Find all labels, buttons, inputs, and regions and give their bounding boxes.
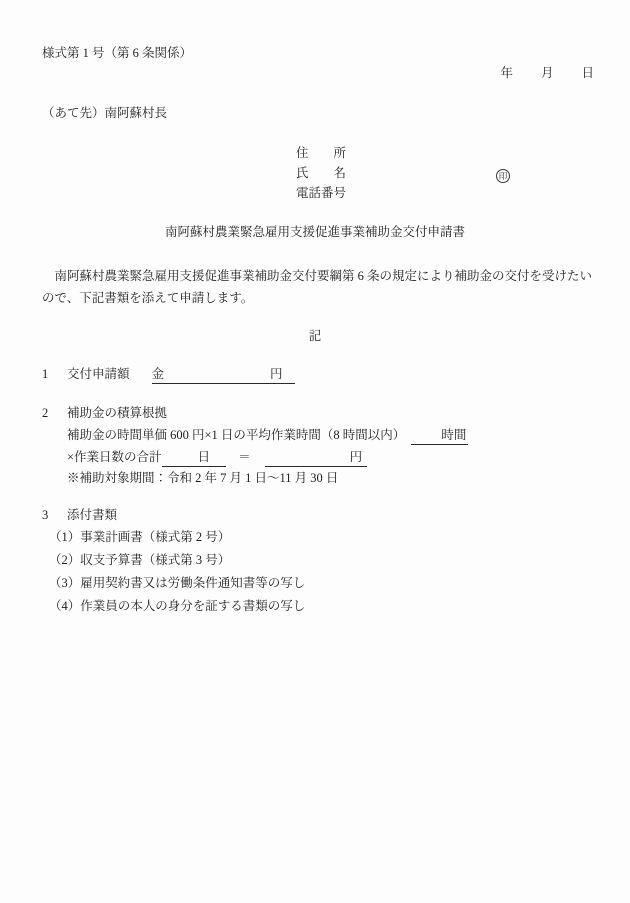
section-3-heading: 添付書類 [67,508,118,522]
section-2 [42,406,167,421]
date-month-label: 月 [540,66,554,80]
days-unit: 日 [197,450,211,464]
body-paragraph: 南阿蘇村農業緊急雇用支援促進事業補助金交付要綱第 6 条の規定により補助金の交付を受けたいので、下記書類を添えて申請します。 [42,269,593,305]
section-2-note: ※補助対象期間：令和 2 年 7 月 1 日～11 月 30 日 [67,471,339,485]
amount-suffix: 円 [270,367,283,381]
total-amount-unit: 円 [349,450,363,464]
section-2-calc-line-1 [67,428,468,445]
section-2-heading: 補助金の積算根拠 [67,406,168,420]
addressee: （あて先）南阿蘇村長 [42,106,168,120]
attachment-item: （1）事業計画書（様式第 2 号） [49,530,231,544]
total-amount-field [265,450,368,467]
record-mark: 記 [308,329,322,343]
sender-name-label: 氏 名 [296,166,347,180]
amount-prefix: 金 [151,367,165,381]
attachment-item: （3）雇用契約書又は労働条件通知書等の写し [49,576,306,590]
section-3 [42,508,117,523]
calc-line-2-prefix: ×作業日数の合計 [67,450,162,464]
equals-sign: ＝ [238,450,251,464]
section-1-heading: 交付申請額 [67,367,130,381]
section-2-calc-line-2 [67,450,367,467]
date-line [500,66,594,81]
date-year-label: 年 [500,66,513,80]
attachment-item: （4）作業員の本人の身分を証する書類の写し [49,599,306,613]
seal-icon: 印 [496,169,510,183]
attachment-item: （2）収支予算書（様式第 3 号） [49,553,231,567]
sender-address-label: 住 所 [296,146,347,160]
hours-field [411,428,468,445]
section-3-number: 3 [42,508,49,522]
hours-unit: 時間 [441,428,467,442]
section-1 [42,367,295,384]
sender-block [296,146,510,206]
form-number: 様式第 1 号（第 6 条関係） [42,46,193,60]
sender-phone-label: 電話番号 [296,186,347,200]
document-title: 南阿蘇村農業緊急雇用支援促進事業補助金交付申請書 [164,225,465,239]
days-field [162,450,227,467]
amount-field [152,367,295,384]
section-2-number: 2 [42,406,49,420]
section-1-number: 1 [42,367,49,381]
sender-name-line [296,166,510,186]
date-day-label: 日 [581,66,594,80]
calc-line-1-text: 補助金の時間単価 600 円×1 日の平均作業時間（8 時間以内） [67,428,406,442]
